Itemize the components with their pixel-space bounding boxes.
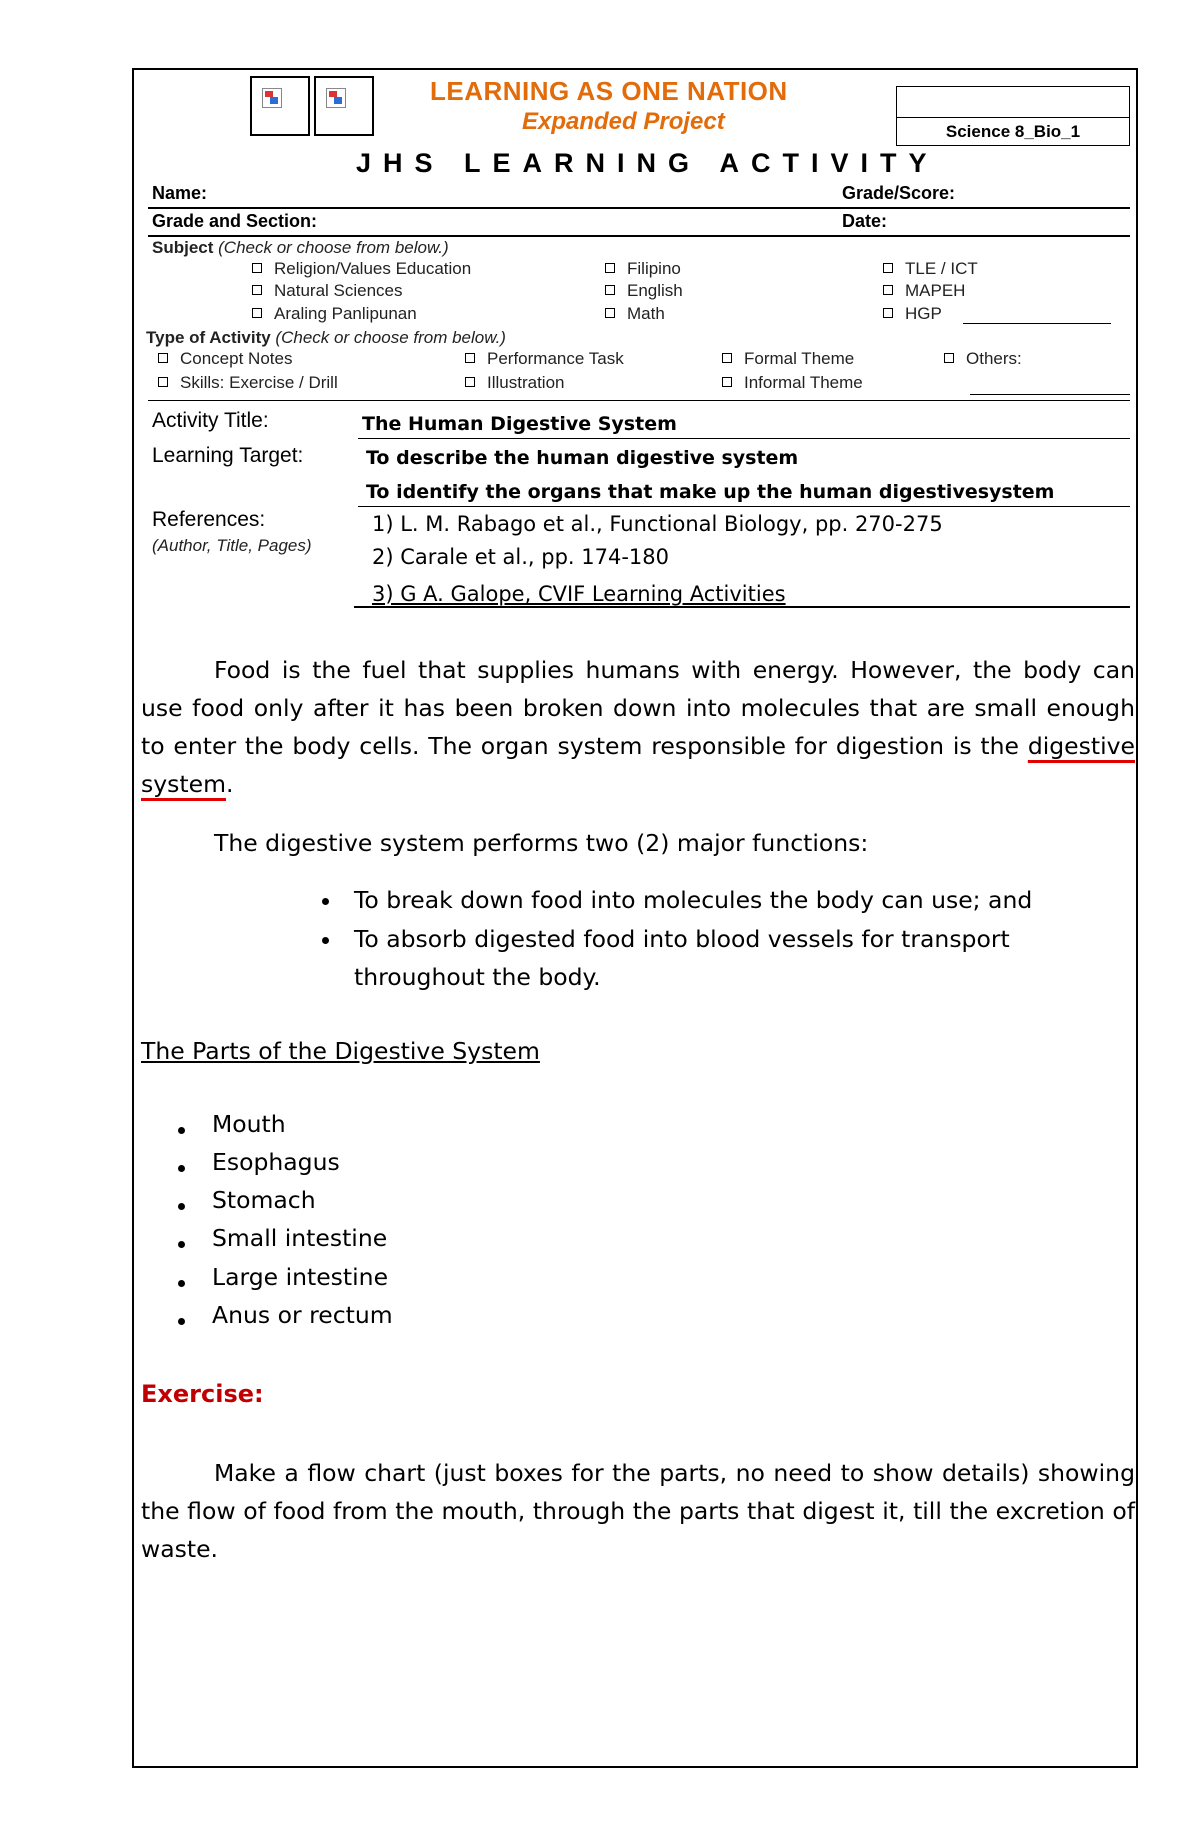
activity-code: Science 8_Bio_1 <box>945 122 1081 141</box>
code-box <box>896 86 1130 146</box>
subject-option[interactable]: Natural Sciences <box>252 281 403 301</box>
reference-2: 2) Carale et al., pp. 174-180 <box>372 545 670 569</box>
parts-heading: The Parts of the Digestive System <box>141 1037 540 1065</box>
grade-score-label: Grade/Score: <box>842 183 956 203</box>
subject-header: Subject (Check or choose from below.) <box>152 238 449 257</box>
logo-icon-right <box>314 76 374 136</box>
part-item: Mouth <box>212 1110 286 1138</box>
functions-intro: The digestive system performs two (2) major functions: <box>214 829 869 857</box>
learning-target-1: To describe the human digestive system <box>366 447 799 469</box>
org-title: LEARNING AS ONE NATION <box>430 76 788 106</box>
activity-type-option[interactable]: Informal Theme <box>722 373 863 393</box>
learning-target-2: To identify the organs that make up the human digestivesystem <box>366 481 1055 503</box>
subject-option[interactable]: Araling Panlipunan <box>252 304 417 324</box>
learning-target-label: Learning Target: <box>152 444 304 467</box>
grade-section-label: Grade and Section: <box>152 211 318 231</box>
reference-1: 1) L. M. Rabago et al., Functional Biology, pp. 270-275 <box>372 512 943 536</box>
hgp-blank[interactable] <box>963 323 1111 324</box>
activity-type-option[interactable]: Concept Notes <box>158 349 292 369</box>
logo-icon-left <box>250 76 310 136</box>
part-item: Stomach <box>212 1186 316 1214</box>
activity-title-label: Activity Title: <box>152 409 269 432</box>
date-label: Date: <box>842 211 888 231</box>
subject-option[interactable]: MAPEH <box>883 281 965 301</box>
intro-paragraph: Food is the fuel that supplies humans with energy. However, the body can use food only after it has been broken down into molecules that are small enough to enter the body cells. The organ system responsible for digestion is the digestive system. <box>141 656 1135 798</box>
project-title: Expanded Project <box>522 108 725 135</box>
subject-option[interactable]: Math <box>605 304 665 324</box>
subject-option[interactable]: English <box>605 281 683 301</box>
activity-type-option[interactable]: Others: <box>944 349 1022 369</box>
subject-option[interactable]: Filipino <box>605 259 681 279</box>
activity-type-header: Type of Activity (Check or choose from below.) <box>146 328 506 347</box>
activity-title: The Human Digestive System <box>362 413 677 435</box>
function-item: To break down food into molecules the body can use; and <box>354 886 1033 914</box>
activity-type-option[interactable]: Performance Task <box>465 349 624 369</box>
part-item: Small intestine <box>212 1224 388 1252</box>
part-item: Anus or rectum <box>212 1301 393 1329</box>
activity-type-option[interactable]: Formal Theme <box>722 349 854 369</box>
activity-type-option[interactable]: Skills: Exercise / Drill <box>158 373 338 393</box>
exercise-text: Make a flow chart (just boxes for the parts, no need to show details) showing the flow of food from the mouth, through the parts that digest it, till the excretion of waste. <box>141 1459 1135 1563</box>
exercise-label: Exercise: <box>141 1380 264 1408</box>
subject-option[interactable]: Religion/Values Education <box>252 259 471 279</box>
others-blank[interactable] <box>970 394 1130 395</box>
activity-banner: JHS LEARNING ACTIVITY <box>356 148 939 178</box>
spellcheck-term: digestive system <box>141 732 1135 798</box>
subject-option[interactable]: TLE / ICT <box>883 259 978 279</box>
part-item: Large intestine <box>212 1263 389 1291</box>
references-hint: (Author, Title, Pages) <box>152 536 312 555</box>
function-item: To absorb digested food into blood vessels for transport throughout the body. <box>354 925 1010 991</box>
subject-option[interactable]: HGP <box>883 304 942 324</box>
name-label: Name: <box>152 183 208 203</box>
activity-type-option[interactable]: Illustration <box>465 373 564 393</box>
part-item: Esophagus <box>212 1148 340 1176</box>
references-label: References: <box>152 508 266 531</box>
reference-3: 3) G A. Galope, CVIF Learning Activities <box>372 582 786 606</box>
